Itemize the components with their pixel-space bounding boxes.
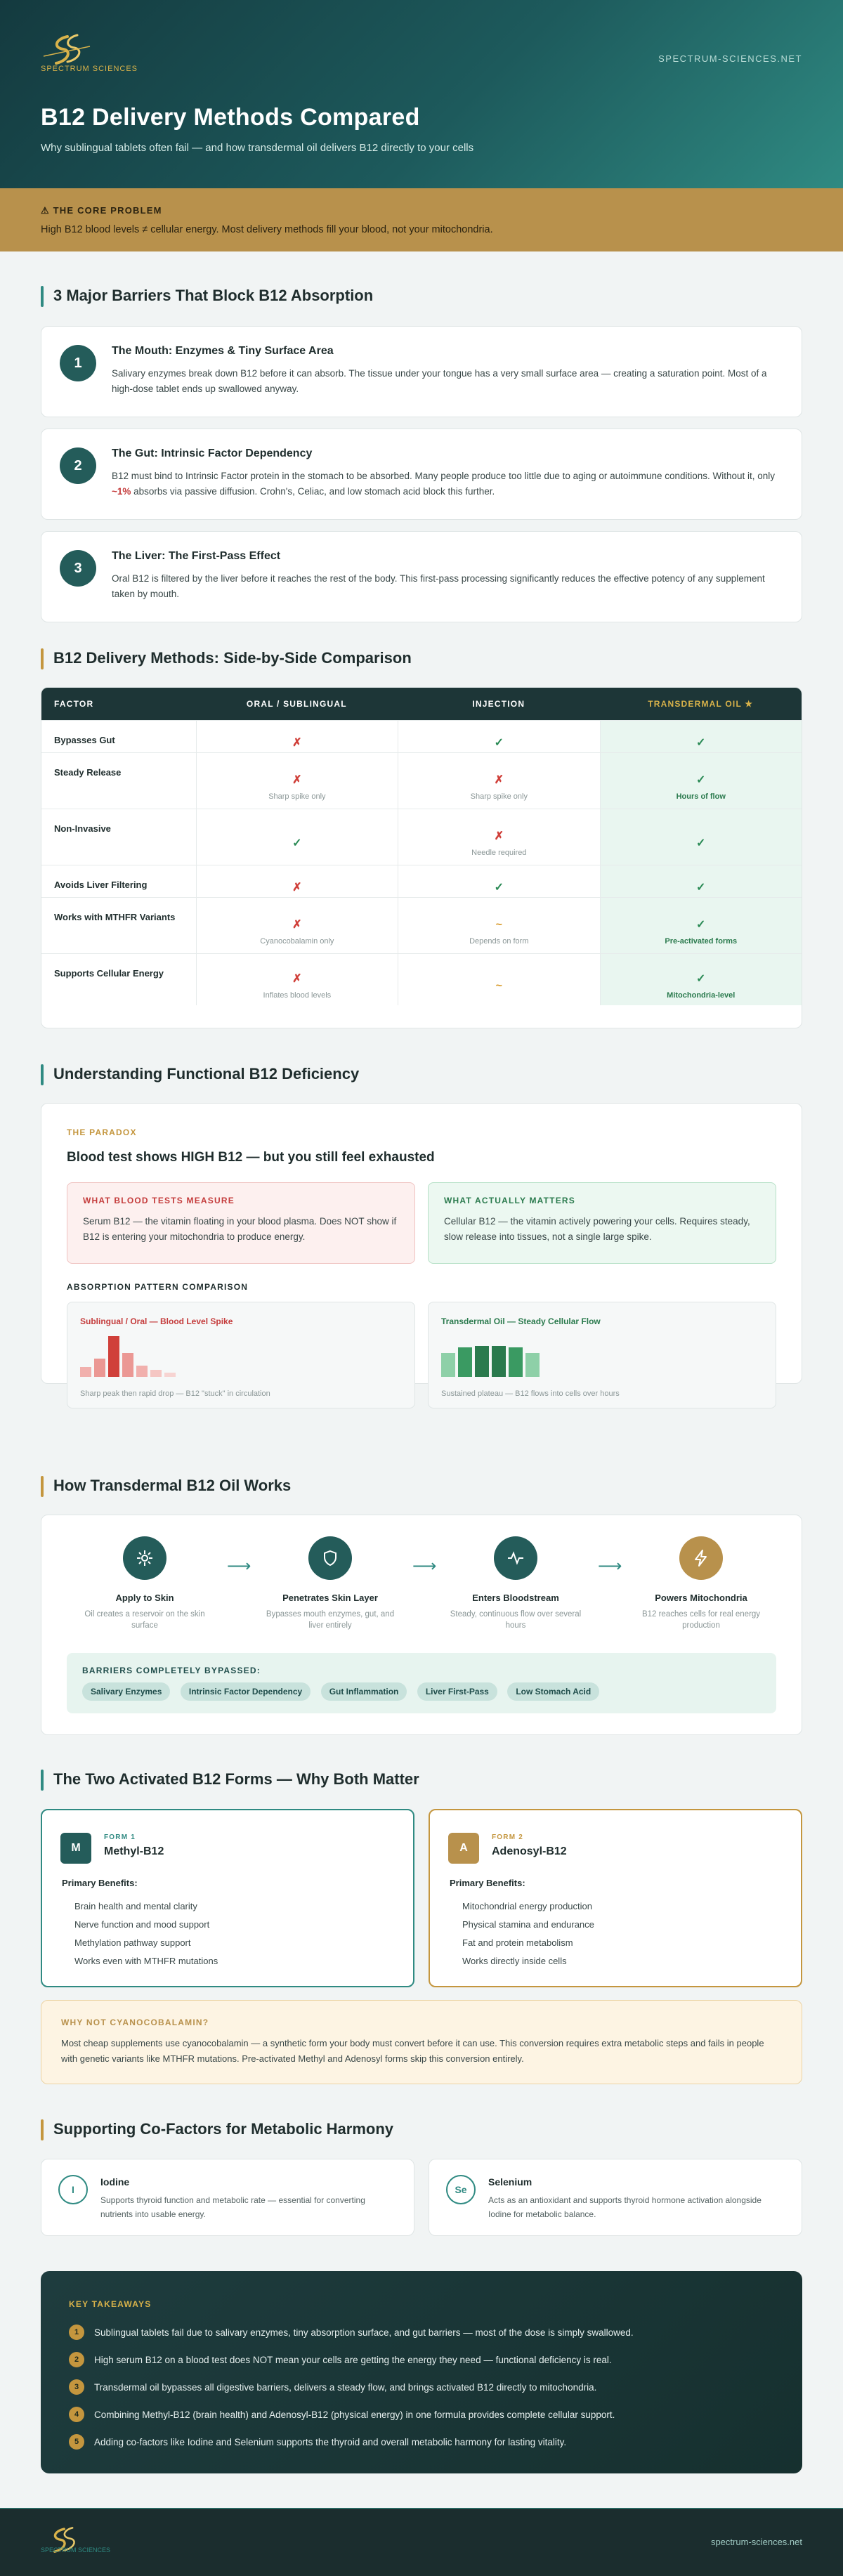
cyanocobalamin-note [41, 2000, 802, 2084]
cross-icon: ✗ [494, 773, 504, 786]
barrier-text: Oral B12 is filtered by the liver before it reaches the rest of the body. This first-pass processing significantly reduces the effective potency of any supplement taken by mouth. [112, 573, 765, 599]
step-desc: Bypasses mouth enzymes, gut, and liver entirely [266, 1610, 395, 1630]
shield-icon [308, 1536, 352, 1580]
cell-note: Pre-activated forms [665, 936, 738, 946]
oil-cell [600, 865, 802, 897]
takeaway-number: 3 [69, 2379, 84, 2395]
partial-icon: ~ [495, 979, 502, 992]
brand-name: SPECTRUM SCIENCES [41, 65, 138, 73]
why-not-label: WHY NOT CYANOCOBALAMIN? [61, 2018, 209, 2027]
form-kicker: FORM 1 [104, 1833, 136, 1841]
blood-tests-label: WHAT BLOOD TESTS MEASURE [83, 1196, 235, 1205]
spike-chart-note: Sharp peak then rapid drop — B12 "stuck" in circulation [80, 1390, 270, 1398]
oil-cell [600, 898, 802, 953]
spike-bar [150, 1370, 162, 1377]
barrier-card [41, 531, 802, 622]
benefits-label: Primary Benefits: [450, 1878, 525, 1888]
bypassed-label: BARRIERS COMPLETELY BYPASSED: [82, 1666, 261, 1675]
barrier-text [112, 469, 778, 499]
form-badge: M [60, 1833, 91, 1864]
check-icon: ✓ [494, 736, 504, 749]
check-icon: ✓ [696, 773, 706, 786]
takeaways-label: KEY TAKEAWAYS [69, 2299, 152, 2309]
forms-heading: The Two Activated B12 Forms — Why Both Matter [41, 1770, 419, 1789]
core-problem-text: High B12 blood levels ≠ cellular energy. Most delivery methods fill your blood, not your mitochondria. [41, 224, 493, 235]
benefit-item: Nerve function and mood support [74, 1919, 210, 1930]
benefit-item: Works directly inside cells [462, 1956, 567, 1966]
barrier-text: Salivary enzymes break down B12 before it can absorb. The tissue under your tongue has a very small surface area — creating a saturation point. Most of a high-dose tablet ends up swallowed anyway. [112, 368, 767, 394]
flow-bar [441, 1353, 455, 1377]
form-badge: A [448, 1833, 479, 1864]
barrier-number: 3 [60, 550, 96, 587]
comparison-table [41, 687, 802, 1028]
cell-note: Cyanocobalamin only [260, 936, 334, 946]
form-card-methyl [41, 1809, 414, 1987]
footer-logo[interactable] [41, 2525, 111, 2560]
cell-note: Sharp spike only [470, 792, 528, 801]
step-penetrate [263, 1536, 397, 1631]
check-icon: ✓ [696, 736, 706, 749]
site-link[interactable]: SPECTRUM-SCIENCES.NET [658, 53, 802, 64]
barrier-number: 1 [60, 345, 96, 381]
cofactor-name: Selenium [488, 2176, 532, 2188]
paradox-kicker: THE PARADOX [67, 1127, 137, 1137]
step-desc: B12 reaches cells for real energy production [641, 1610, 761, 1630]
check-icon: ✓ [696, 881, 706, 894]
spike-bar [136, 1366, 148, 1377]
check-icon: ✓ [696, 918, 706, 931]
factor-cell: Steady Release [54, 767, 122, 778]
spike-bar [122, 1353, 133, 1377]
key-takeaways [41, 2271, 802, 2473]
column-header: INJECTION [472, 699, 525, 709]
inj-cell [398, 753, 599, 809]
spike-bar [108, 1336, 119, 1377]
inj-cell [398, 865, 599, 897]
functional-heading: Understanding Functional B12 Deficiency [41, 1065, 359, 1083]
spike-chart-title: Sublingual / Oral — Blood Level Spike [80, 1316, 233, 1326]
check-icon: ✓ [494, 881, 504, 894]
table-header [41, 688, 802, 720]
bypassed-pills [82, 1682, 761, 1701]
what-matters-box [428, 1182, 776, 1264]
blood-tests-box [67, 1182, 415, 1264]
flow-bar [458, 1347, 472, 1377]
factor-cell: Avoids Liver Filtering [54, 880, 148, 890]
iodine-icon: I [58, 2175, 88, 2204]
benefit-item: Fat and protein metabolism [462, 1937, 573, 1948]
barrier-text-part: absorbs via passive diffusion. Crohn's, Celiac, and low stomach acid block this further. [131, 486, 495, 497]
benefit-item: Physical stamina and endurance [462, 1919, 594, 1930]
inj-cell [398, 721, 599, 752]
oil-cell [600, 721, 802, 752]
bypassed-box [67, 1653, 776, 1713]
takeaway-item [69, 2325, 634, 2340]
flow-bar [509, 1347, 523, 1377]
factor-cell: Non-Invasive [54, 823, 111, 834]
takeaway-text: Transdermal oil bypasses all digestive barriers, delivers a steady flow, and brings activated B12 directly to mitochondria. [94, 2381, 597, 2393]
cross-icon: ✗ [292, 736, 302, 749]
step-desc: Oil creates a reservoir on the skin surface [84, 1610, 205, 1630]
form-kicker: FORM 2 [492, 1833, 523, 1841]
column-header: FACTOR [54, 699, 94, 709]
step-title: Powers Mitochondria [655, 1593, 747, 1603]
cross-icon: ✗ [494, 830, 504, 842]
form-card-adenosyl [429, 1809, 802, 1987]
takeaway-text: High serum B12 on a blood test does NOT mean your cells are getting the energy they need — functional deficiency is real. [94, 2354, 612, 2365]
oil-cell [600, 809, 802, 865]
bypassed-pill: Salivary Enzymes [82, 1682, 170, 1701]
how-card [41, 1515, 802, 1735]
what-matters-label: WHAT ACTUALLY MATTERS [444, 1196, 575, 1205]
factor-cell: Works with MTHFR Variants [54, 912, 176, 922]
barrier-text-part: B12 must bind to Intrinsic Factor protein in the stomach to be absorbed. Many people produce too little due to aging or autoimmune conditions. Without it, only [112, 471, 776, 481]
oral-cell [196, 753, 398, 809]
why-not-text: Most cheap supplements use cyanocobalamin — a synthetic form your body must convert before it can use. This conversion requires extra metabolic steps and fails in people with genetic variants like MTHFR mutations. Pre-activated Methyl and Adenosyl forms skip this conversion entirely. [61, 2038, 764, 2064]
arrow-right-icon: ⟶ [412, 1557, 437, 1576]
bypassed-pill: Intrinsic Factor Dependency [181, 1682, 311, 1701]
step-apply [78, 1536, 211, 1631]
footer-link[interactable]: spectrum-sciences.net [710, 2537, 802, 2547]
flow-chart-title: Transdermal Oil — Steady Cellular Flow [441, 1316, 601, 1326]
bypassed-pill: Liver First-Pass [417, 1682, 497, 1701]
arrow-right-icon: ⟶ [227, 1557, 251, 1576]
pulse-icon [494, 1536, 537, 1580]
check-icon: ✓ [292, 837, 302, 849]
cross-icon: ✗ [292, 773, 302, 786]
lightning-icon [679, 1536, 723, 1580]
takeaway-item [69, 2407, 615, 2422]
benefits-list [462, 1897, 594, 1970]
form-name: Adenosyl-B12 [492, 1845, 567, 1857]
factor-cell: Bypasses Gut [54, 735, 115, 745]
cofactor-card-selenium [429, 2159, 802, 2236]
oral-cell [196, 898, 398, 953]
cofactor-desc: Supports thyroid function and metabolic rate — essential for converting nutrients into usable energy. [100, 2195, 365, 2219]
takeaway-text: Adding co-factors like Iodine and Selenium supports the thyroid and overall metabolic harmony for lasting vitality. [94, 2436, 567, 2447]
how-heading: How Transdermal B12 Oil Works [41, 1477, 291, 1495]
brand-logo[interactable] [41, 32, 138, 73]
cofactor-card-iodine [41, 2159, 414, 2236]
partial-icon: ~ [495, 918, 502, 931]
takeaway-text: Combining Methyl-B12 (brain health) and Adenosyl-B12 (physical energy) in one formula provides complete cellular support. [94, 2409, 615, 2420]
inj-cell [398, 898, 599, 953]
core-problem-banner [0, 188, 843, 251]
footer-brand: SPECTRUM SCIENCES [41, 2546, 111, 2554]
spike-bar [94, 1359, 105, 1377]
oral-cell [196, 954, 398, 1005]
benefit-item: Methylation pathway support [74, 1937, 191, 1948]
page-title: B12 Delivery Methods Compared [41, 104, 420, 131]
absorption-highlight: ~1% [112, 486, 131, 497]
flow-chart-panel [428, 1302, 776, 1408]
check-icon: ✓ [696, 972, 706, 985]
cross-icon: ✗ [292, 918, 302, 931]
step-title: Apply to Skin [115, 1593, 174, 1603]
takeaway-number: 4 [69, 2407, 84, 2422]
takeaway-item [69, 2352, 612, 2367]
column-header: TRANSDERMAL OIL ★ [648, 699, 754, 709]
benefit-item: Mitochondrial energy production [462, 1901, 592, 1911]
benefits-label: Primary Benefits: [62, 1878, 138, 1888]
comparison-heading: B12 Delivery Methods: Side-by-Side Comparison [41, 649, 412, 667]
cofactor-name: Iodine [100, 2176, 130, 2188]
benefit-item: Works even with MTHFR mutations [74, 1956, 218, 1966]
cofactor-desc: Acts as an antioxidant and supports thyroid hormone activation alongside Iodine for metabolic balance. [488, 2195, 762, 2219]
logo-mark-icon [41, 32, 97, 69]
cell-note: Sharp spike only [268, 792, 326, 801]
bypassed-pill: Low Stomach Acid [507, 1682, 599, 1701]
barriers-heading: 3 Major Barriers That Block B12 Absorption [41, 287, 373, 305]
form-name: Methyl-B12 [104, 1845, 164, 1857]
factor-cell: Supports Cellular Energy [54, 968, 164, 979]
benefit-item: Brain health and mental clarity [74, 1901, 197, 1911]
takeaway-number: 1 [69, 2325, 84, 2340]
cross-icon: ✗ [292, 972, 302, 985]
cofactors-heading: Supporting Co-Factors for Metabolic Harmony [41, 2120, 393, 2138]
table-row [41, 897, 802, 953]
flow-bar [492, 1346, 506, 1377]
spike-bar [164, 1373, 176, 1377]
check-icon: ✓ [696, 837, 706, 849]
barrier-title: The Gut: Intrinsic Factor Dependency [112, 447, 313, 459]
flow-bar [475, 1346, 489, 1377]
step-mitochondria [634, 1536, 768, 1631]
table-row [41, 809, 802, 865]
inj-cell [398, 954, 599, 1005]
spike-bar [80, 1367, 91, 1377]
oil-cell [600, 954, 802, 1005]
cell-note: Inflates blood levels [263, 990, 332, 1000]
what-matters-text: Cellular B12 — the vitamin actively powering your cells. Requires steady, slow release into tissues, not a single large spike. [444, 1216, 750, 1242]
selenium-icon: Se [446, 2175, 476, 2204]
core-problem-label: ⚠ THE CORE PROBLEM [41, 205, 162, 216]
cross-icon: ✗ [292, 881, 302, 894]
step-desc: Steady, continuous flow over several hours [450, 1610, 582, 1630]
step-bloodstream [449, 1536, 582, 1631]
bypassed-pill: Gut Inflammation [321, 1682, 407, 1701]
column-header: ORAL / SUBLINGUAL [246, 699, 347, 709]
takeaway-item [69, 2434, 566, 2450]
takeaway-number: 5 [69, 2434, 84, 2450]
paradox-card [41, 1103, 802, 1398]
table-row [41, 720, 802, 752]
barrier-card [41, 326, 802, 417]
cell-note: Needle required [471, 848, 527, 857]
cell-note: Mitochondria-level [667, 990, 736, 1000]
barrier-card [41, 429, 802, 520]
droplet-icon [123, 1536, 166, 1580]
takeaway-number: 2 [69, 2352, 84, 2367]
barrier-number: 2 [60, 447, 96, 484]
hero-header [0, 0, 843, 188]
inj-cell [398, 809, 599, 865]
spike-bars [80, 1335, 221, 1380]
step-title: Enters Bloodstream [472, 1593, 559, 1603]
spike-chart-panel [67, 1302, 415, 1408]
table-body [41, 720, 802, 1005]
pattern-label: ABSORPTION PATTERN COMPARISON [67, 1282, 249, 1292]
table-row [41, 865, 802, 897]
blood-tests-text: Serum B12 — the vitamin floating in your blood plasma. Does NOT show if B12 is entering your mitochondria to produce energy. [83, 1216, 397, 1242]
table-row [41, 752, 802, 809]
oil-cell [600, 753, 802, 809]
step-title: Penetrates Skin Layer [282, 1593, 378, 1603]
page-subtitle: Why sublingual tablets often fail — and how transdermal oil delivers B12 directly to your cells [41, 142, 474, 154]
oral-cell [196, 721, 398, 752]
cell-note: Hours of flow [676, 792, 726, 801]
paradox-headline: Blood test shows HIGH B12 — but you still feel exhausted [67, 1150, 435, 1165]
flow-chart-note: Sustained plateau — B12 flows into cells over hours [441, 1390, 620, 1398]
takeaway-text: Sublingual tablets fail due to salivary enzymes, tiny absorption surface, and gut barriers — most of the dose is simply swallowed. [94, 2327, 634, 2338]
takeaway-item [69, 2379, 596, 2395]
arrow-right-icon: ⟶ [598, 1557, 622, 1576]
benefits-list [74, 1897, 218, 1970]
barrier-title: The Mouth: Enzymes & Tiny Surface Area [112, 345, 334, 357]
flow-bars [441, 1335, 582, 1380]
flow-bar [525, 1353, 540, 1377]
cell-note: Depends on form [469, 936, 529, 946]
table-row [41, 953, 802, 1005]
barrier-title: The Liver: The First-Pass Effect [112, 550, 281, 562]
footer [0, 2508, 843, 2576]
oral-cell [196, 865, 398, 897]
oral-cell [196, 809, 398, 865]
